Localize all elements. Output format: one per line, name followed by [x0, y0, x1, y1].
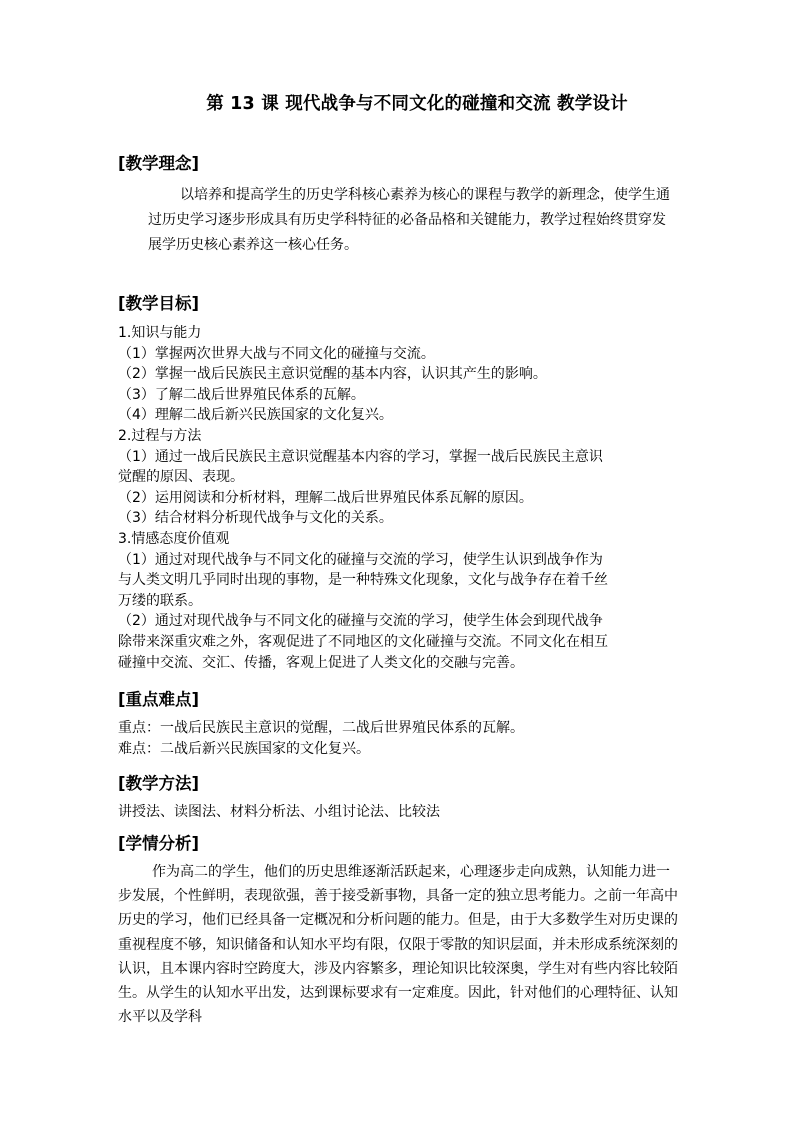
objective-line: （1）通过对现代战争与不同文化的碰撞与交流的学习，使学生认识到战争作为: [118, 551, 603, 568]
objective-line: 觉醒的原因、表现。: [118, 469, 244, 486]
objective-line: 1.知识与能力: [118, 325, 202, 341]
key-point-line: 重点：一战后民族民主意识的觉醒，二战后世界殖民体系的瓦解。: [118, 720, 524, 736]
philosophy-text: 以培养和提高学生的历史学科核心素养为核心的课程与教学的新理念，使学生通过历史学习逐步形成具有历史学科特征的必备品格和关键能力，教学过程始终贯穿发展学历史核心素养这一核心任务。: [148, 187, 670, 253]
objective-line: 与人类文明几乎同时出现的事物，是一种特殊文化现象，文化与战争存在着千丝: [118, 572, 608, 589]
objective-line: 3.情感态度价值观: [118, 530, 230, 547]
document-title: 第 13 课 现代战争与不同文化的碰撞和交流 教学设计: [206, 94, 628, 114]
objective-line: 除带来深重灾难之外，客观促进了不同地区的文化碰撞与交流。不同文化在相互: [118, 633, 608, 650]
methods-text-block: [118, 802, 678, 823]
key-points-list: [118, 718, 678, 759]
objective-line: （1）通过一战后民族民主意识觉醒基本内容的学习，掌握一战后民族民主意识: [118, 448, 603, 465]
methods-text: 讲授法、读图法、材料分析法、小组讨论法、比较法: [118, 804, 440, 820]
objective-line: （2）通过对现代战争与不同文化的碰撞与交流的学习，使学生体会到现代战争: [118, 613, 603, 630]
objective-line: （4）理解二战后新兴民族国家的文化复兴。: [118, 407, 393, 424]
objective-line: 2.过程与方法: [118, 427, 202, 444]
analysis-text: 作为高二的学生，他们的历史思维逐渐活跃起来，心理逐步走向成熟，认知能力进一步发展，个性鲜明，表现欲强，善于接受新事物，具备一定的独立思考能力。之前一年高中历史的学习，他们已经具备一定概况和分析问题的能力。但是，由于大多数学生对历史课的重视程度不够，知识储备和认知水平均有限，仅限于零散的知识层面，并未形成系统深刻的认识，且本课内容时空跨度大，涉及内容繁多，理论知识比较深奥，学生对有些内容比较陌生。从学生的认知水平出发，达到课标要求有一定难度。因此，针对他们的心理特征、认知水平以及学科: [118, 864, 678, 1026]
heading-philosophy: [教学理念]: [118, 154, 200, 173]
objective-line: （3）结合材料分析现代战争与文化的关系。: [118, 510, 393, 527]
objective-line: （2）运用阅读和分析材料，理解二战后世界殖民体系瓦解的原因。: [118, 489, 533, 506]
heading-key-points: [重点难点]: [118, 690, 200, 709]
objective-line: （2）掌握一战后民族民主意识觉醒的基本内容，认识其产生的影响。: [118, 366, 547, 383]
objective-line: （1）掌握两次世界大战与不同文化的碰撞与交流。: [118, 345, 435, 362]
objective-line: （3）了解二战后世界殖民体系的瓦解。: [118, 386, 365, 403]
heading-objectives: [教学目标]: [118, 294, 200, 313]
objectives-list: [118, 323, 678, 673]
difficult-point-line: 难点：二战后新兴民族国家的文化复兴。: [118, 740, 370, 757]
heading-methods: [教学方法]: [118, 774, 200, 793]
heading-analysis: [学情分析]: [118, 834, 200, 853]
objective-line: 万缕的联系。: [118, 592, 202, 609]
objective-line: 碰撞中交流、交汇、传播，客观上促进了人类文化的交融与完善。: [118, 654, 524, 671]
